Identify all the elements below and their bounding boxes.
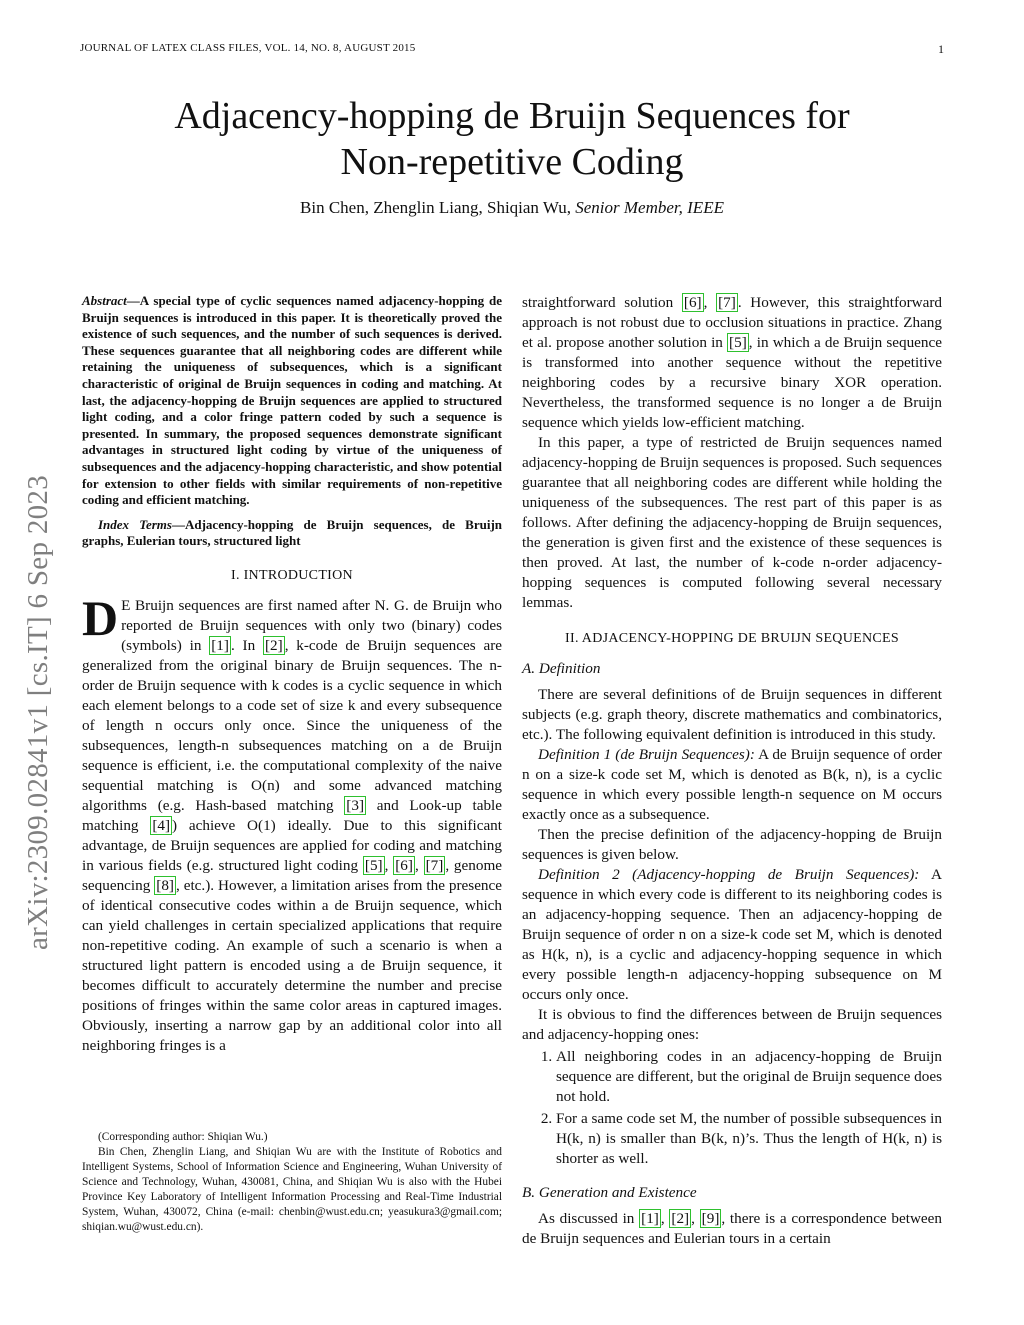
- citation-link[interactable]: [5]: [364, 856, 383, 874]
- text-run: , there is a correspondence between de Bruijn sequences and Eulerian tours in a certain: [522, 1210, 943, 1247]
- citation-link[interactable]: [7]: [718, 294, 736, 311]
- abstract: [82, 293, 502, 509]
- right-paragraph-2: In this paper, a type of restricted de Bruijn sequences named adjacency-hopping de Bruijn sequences is proposed. Such sequences guarantee that all neighboring codes are different while holding the uniqueness of the subsequences. The rest part of this paper is as follows. After defining the adjacency-hopping de Bruijn sequences, the generation is given first and the existence of these sequences is then proved. At last, the number of k-code n-order adjacency-hopping sequences is computed following several necessary lemmas.: [522, 434, 942, 611]
- generation-paragraph: [522, 1209, 942, 1249]
- arxiv-stamp: arXiv:2309.02841v1 [cs.IT] 6 Sep 2023: [22, 474, 54, 950]
- text-run: As discussed in: [538, 1210, 640, 1227]
- citation-link[interactable]: [2]: [264, 636, 283, 654]
- title-line-2: Non-repetitive Coding: [340, 141, 684, 183]
- list-item: 1. All neighboring codes in an adjacency-hopping de Bruijn sequence are different, but the original de Bruijn sequence does not hold.: [556, 1047, 942, 1107]
- definition-1: [522, 745, 942, 825]
- abstract-text: —A special type of cyclic sequences named adjacency-hopping de Bruijn sequences is introduced in this paper. It is theoretically proved the existence of such sequences, and the number of such sequences is derived. These sequences guarantee that all neighboring codes are different while retaining the uniqueness of subsequences, which is a significant characteristic of original de Bruijn sequences in coding and matching. At last, the adjacency-hopping de Bruijn sequences are applied to structured light coding, and a color fringe pattern coded by such a sequence is presented. In summary, the proposed sequences demonstrate significant advantages in structured light coding by virtue of the uniqueness of subsequences and the adjacency-hopping characteristic, and show potential for extension to other fields with similar requirements of non-repetitive coding and efficient matching.: [82, 293, 502, 508]
- abstract-lead: Abstract: [82, 293, 127, 308]
- index-terms: [82, 517, 502, 550]
- text-run: , k-code de Bruijn sequences are generalized from the original binary de Bruijn sequences. The n-order de Bruijn sequence with k codes is a cyclic sequence in which each element belongs to a code set of size k and every subsequence of length n occurs only once. Since the uniqueness of the subsequences, length-n subsequences matching on a de Bruijn sequence is efficient, i.e. the computational complexity of the naive sequential matching is O(n) and some advanced matching algorithms (e.g. Hash-based matching: [82, 636, 502, 814]
- author-line: [0, 198, 1024, 218]
- citation-link[interactable]: [1]: [641, 1210, 659, 1227]
- differences-intro: It is obvious to find the differences between de Bruijn sequences and adjacency-hopping ones:: [522, 1006, 942, 1043]
- intro-paragraph: [82, 589, 503, 1056]
- citation-link[interactable]: [8]: [156, 876, 174, 894]
- dropcap: D: [82, 589, 119, 646]
- subsection-definition: A. Definition: [522, 660, 601, 677]
- citation-link[interactable]: [4]: [152, 816, 171, 834]
- running-head: JOURNAL OF LATEX CLASS FILES, VOL. 14, NO. 8, AUGUST 2015: [80, 42, 416, 54]
- authors: Bin Chen, Zhenglin Liang, Shiqian Wu,: [300, 198, 571, 217]
- paper-title: [0, 93, 1024, 185]
- right-paragraph-1: [522, 293, 942, 433]
- right-column: [522, 293, 942, 1249]
- citation-link[interactable]: [3]: [346, 796, 365, 814]
- footnote-corresponding: (Corresponding author: Shiqian Wu.): [98, 1131, 268, 1143]
- definition-2-lead: Definition 2 (Adjacency-hopping de Bruijn Sequences):: [538, 866, 920, 883]
- text-run: ) achieve O(1) ideally. Due to this significant advantage, de Bruijn sequences are applied for coding and matching in various fields (e.g. structured light coding: [82, 816, 502, 874]
- definition-2: [522, 865, 942, 1005]
- text-run: . However, this straightforward approach is not robust due to occlusion situations in practice. Zhang et al. propose another solution in: [522, 294, 943, 351]
- definition-intro: There are several definitions of de Bruijn sequences in different subjects (e.g. graph theory, discrete mathematics and combinatorics, etc.). The following equivalent definition is introduced in this study.: [522, 686, 942, 743]
- text-run: , genome sequencing: [82, 856, 503, 894]
- footnote-affiliation: Bin Chen, Zhenglin Liang, and Shiqian Wu are with the Institute of Robotics and Intelligent Systems, School of Information Science and Engineering, Wuhan University of Science and Technology, Wuhan, 430081, China, and Shiqian Wu is also with the Hubei Province Key Laboratory of Intelligent Information Processing and Real-Time Industrial System, Wuhan, 430072, China (e-mail: chenbin@wust.edu.cn; yeasukura3@gmail.com; shiqian.wu@wust.edu.cn).: [82, 1146, 502, 1233]
- text-run: ,: [414, 856, 424, 874]
- footnote: [82, 1130, 502, 1235]
- text-run: ,: [384, 856, 394, 874]
- subsection-generation: B. Generation and Existence: [522, 1184, 697, 1201]
- index-terms-lead: Index Terms: [98, 516, 172, 532]
- text-run: straightforward solution: [522, 294, 682, 311]
- section-heading-introduction: I. INTRODUCTION: [231, 567, 353, 583]
- text-run: . In: [230, 636, 263, 654]
- text-run: ,: [703, 294, 717, 311]
- definition-1-lead: Definition 1 (de Bruijn Sequences):: [538, 746, 755, 763]
- authors-role: Senior Member, IEEE: [575, 198, 724, 217]
- text-run: E Bruijn sequences are first named after N. G. de Bruijn who reported de Bruijn sequences with only two (binary) codes (symbols) in: [121, 596, 502, 654]
- citation-link[interactable]: [2]: [671, 1210, 690, 1227]
- page-number: 1: [938, 42, 944, 56]
- citation-link[interactable]: [7]: [425, 856, 444, 874]
- section-heading-adjacency: II. ADJACENCY-HOPPING DE BRUIJN SEQUENCES: [565, 631, 899, 646]
- text-run: ,: [691, 1210, 700, 1227]
- citation-link[interactable]: [9]: [701, 1210, 720, 1227]
- citation-link[interactable]: [1]: [211, 636, 229, 654]
- list-item: 2. For a same code set M, the number of possible subsequences in H(k, n) is smaller than B(k, n)’s. Thus the length of H(k, n) is shorter as well.: [556, 1109, 942, 1169]
- differences-list: [522, 1047, 942, 1169]
- definition-transition: Then the precise definition of the adjacency-hopping de Bruijn sequences is given below.: [522, 826, 942, 863]
- text-run: and Look-up table matching: [82, 796, 502, 834]
- text-run: , etc.). However, a limitation arises from the presence of identical consecutive codes within a de Bruijn sequence, which can yield challenges in certain specialized applications that require non-repetitive coding. An example of such a scenario is when a structured light pattern is encoded using a de Bruijn sequence, it becomes difficult to accurately determine the number and precise positions of fringes within the same color areas in captured images. Obviously, inserting a narrow gap by an additional color into all neighboring fringes is a: [82, 876, 503, 1054]
- index-terms-text: —Adjacency-hopping de Bruijn sequences, de Bruijn graphs, Eulerian tours, structured light: [82, 516, 503, 549]
- definition-2-text: A sequence in which every code is different to its neighboring codes is an adjacency-hopping sequence. Then an adjacency-hopping de Bruijn sequence of order n on a size-k code set M, which is denoted as H(k, n), is a cyclic and adjacency-hopping sequence in which every possible length-n adjacency-hopping subsequence on M occurs only once.: [522, 866, 942, 1003]
- citation-link[interactable]: [5]: [729, 334, 747, 351]
- title-line-1: Adjacency-hopping de Bruijn Sequences for: [174, 95, 850, 137]
- citation-link[interactable]: [6]: [395, 856, 413, 874]
- left-column: [82, 293, 502, 1056]
- text-run: ,: [660, 1210, 670, 1227]
- citation-link[interactable]: [6]: [683, 294, 702, 311]
- definition-1-text: A de Bruijn sequence of order n on a size-k code set M, which is denoted as B(k, n), is a cyclic sequence in which every possible length-n sequence on M occurs exactly once as a subsequence.: [522, 746, 942, 823]
- text-run: , in which a de Bruijn sequence is transformed into another sequence without the repetitive neighboring codes by a recursive binary XOR operation. Nevertheless, the transformed sequence is no longer a de Bruijn sequence which yields low-efficient matching.: [522, 334, 942, 431]
